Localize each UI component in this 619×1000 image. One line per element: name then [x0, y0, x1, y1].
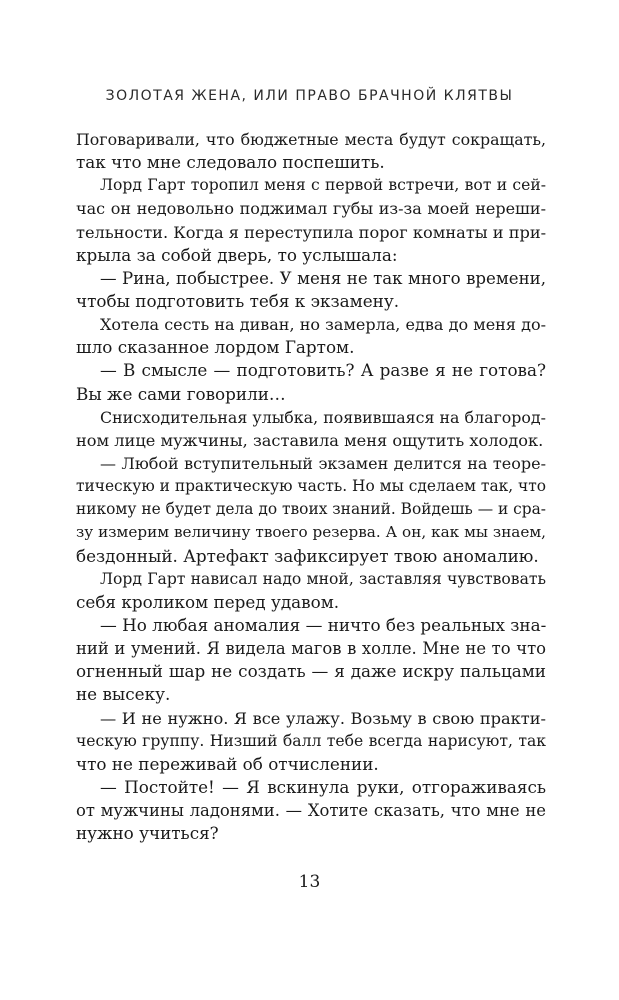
text-line: тическую и практическую часть. Но мы сделаем так, что [76, 477, 546, 496]
text-line: ном лице мужчины, заставила меня ощутить холодок. [76, 430, 544, 450]
page-number: 13 [298, 872, 321, 892]
text-line: крыла за собой дверь, то услышала: [76, 244, 398, 265]
text-line: огненный шар не создать — я даже искру пальцами [76, 661, 546, 682]
text-line: — В смысле — подготовить? А разве я не готова? [100, 360, 546, 381]
text-line: шло сказанное лордом Гартом. [76, 337, 355, 358]
text-line: не высеку. [76, 684, 171, 705]
text-line: Поговаривали, что бюджетные места будут сокращать, [76, 130, 546, 149]
text-line: чтобы подготовить тебя к экзамену. [76, 290, 400, 311]
text-line: — И не нужно. Я все улажу. Возьму в свою практи- [100, 708, 546, 728]
text-line: Хотела сесть на диван, но замерла, едва до меня до- [100, 315, 546, 335]
text-line: — Рина, побыстрее. У меня не так много времени, [100, 268, 546, 288]
text-line: так что мне следовало поспешить. [76, 152, 385, 173]
text-line: час он недовольно поджимал губы из-за моей нереши- [76, 199, 546, 219]
text-line: от мужчины ладонями. — Хотите сказать, что мне не [76, 801, 546, 821]
running-head: ЗОЛОТАЯ ЖЕНА, ИЛИ ПРАВО БРАЧНОЙ КЛЯТВЫ [105, 88, 514, 104]
body-text [76, 128, 546, 845]
text-line: что не переживай об отчислении. [76, 753, 379, 774]
text-line: Лорд Гарт нависал надо мной, заставляя чувствовать [100, 569, 546, 588]
text-line: нужно учиться? [76, 823, 219, 844]
text-line: Вы же сами говорили… [76, 383, 286, 404]
text-line: тельности. Когда я переступила порог комнаты и при- [76, 222, 547, 242]
text-line: — Постойте! — Я вскинула руки, отгораживаясь [100, 776, 546, 797]
text-line: ний и умений. Я видела магов в холле. Мне не то что [76, 639, 546, 659]
text-line: ческую группу. Низший балл тебе всегда нарисуют, так [76, 731, 546, 750]
text-line: Снисходительная улыбка, появившаяся на благород- [100, 407, 546, 427]
text-line: — Но любая аномалия — ничто без реальных зна- [100, 614, 547, 635]
text-line: бездонный. Артефакт зафиксирует твою аномалию. [76, 545, 539, 566]
text-line: себя кроликом перед удавом. [76, 591, 340, 612]
text-line: Лорд Гарт торопил меня с первой встречи, вот и сей- [100, 176, 546, 195]
text-line: никому не будет дела до твоих знаний. Войдешь — и сра- [76, 500, 546, 519]
text-line: — Любой вступительный экзамен делится на теоре- [100, 453, 546, 473]
text-line: зу измерим величину твоего резерва. А он, как мы знаем, [76, 523, 546, 542]
